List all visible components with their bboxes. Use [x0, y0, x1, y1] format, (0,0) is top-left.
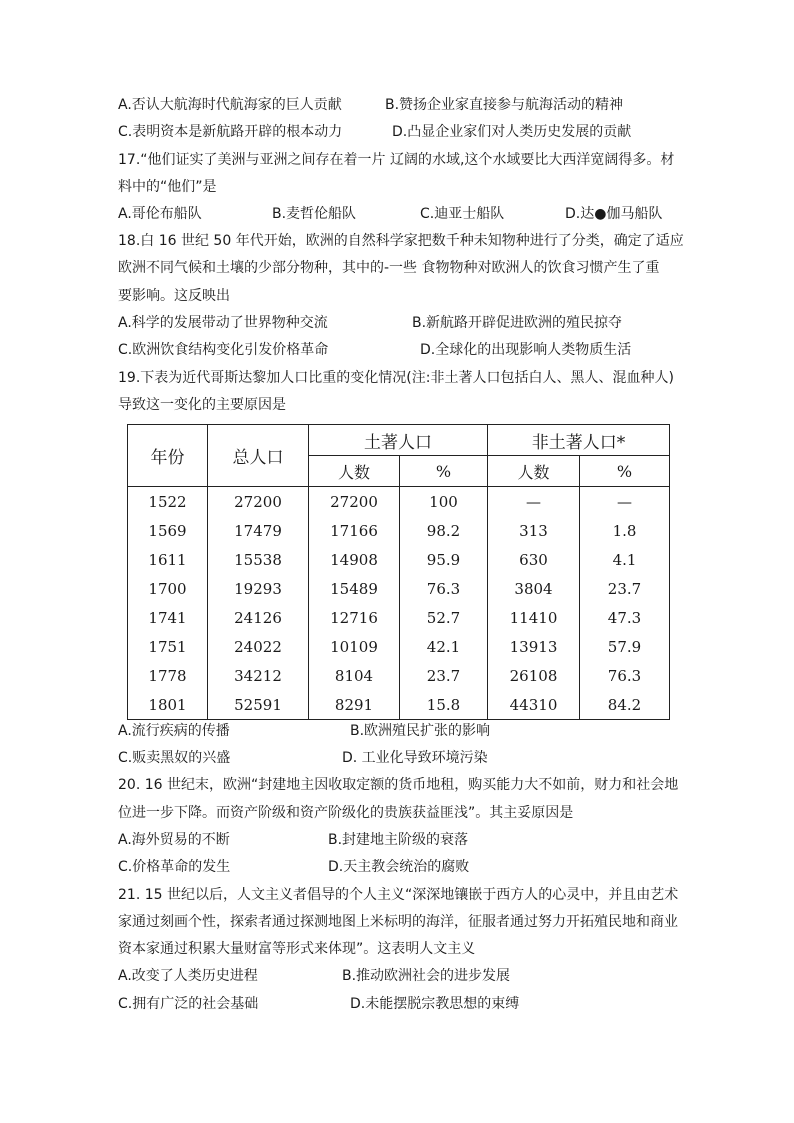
cell-year: 1611 — [128, 545, 208, 574]
cell-native-pct: 100 — [400, 487, 488, 517]
cell-native-count: 17166 — [309, 516, 400, 545]
cell-year: 1751 — [128, 632, 208, 661]
q19-option-a: A.流行疾病的传播 — [118, 723, 230, 739]
cell-nonnative-count: 3804 — [488, 574, 580, 603]
cell-total: 17479 — [208, 516, 309, 545]
header-year: 年份 — [128, 425, 208, 487]
header-total: 总人口 — [208, 425, 309, 487]
cell-total: 34212 — [208, 661, 309, 690]
cell-nonnative-count: 13913 — [488, 632, 580, 661]
q20-option-c: C.价格革命的发生 — [118, 859, 231, 875]
population-table — [127, 424, 670, 720]
cell-native-pct: 98.2 — [400, 516, 488, 545]
q18-option-b: B.新航路开辟促进欧洲的殖民掠夺 — [412, 315, 623, 331]
cell-native-count: 15489 — [309, 574, 400, 603]
q17-stem-line2: 料中的“他们”是 — [118, 179, 217, 195]
table-row — [128, 487, 670, 517]
table-row — [128, 516, 670, 545]
table-row — [128, 574, 670, 603]
cell-total: 24022 — [208, 632, 309, 661]
cell-native-count: 10109 — [309, 632, 400, 661]
header-native-pct: % — [400, 456, 488, 487]
q16-option-b: B.赞扬企业家直接参与航海活动的精神 — [385, 97, 624, 113]
q16-option-d: D.凸显企业家们对人类历史发展的贡献 — [392, 124, 632, 140]
q21-option-c: C.拥有广泛的社会基础 — [118, 996, 259, 1012]
cell-nonnative-count: 26108 — [488, 661, 580, 690]
q20-option-d: D.天主教会统治的腐败 — [328, 859, 470, 875]
q19-stem-line2: 导致这一变化的主要原因是 — [118, 397, 286, 413]
cell-native-pct: 76.3 — [400, 574, 488, 603]
q17-option-b: B.麦哲伦船队 — [272, 206, 357, 222]
q20-stem-line2: 位进一步下降。而资产阶级和资产阶级化的贵族获益匪浅”。其主妥原因是 — [118, 805, 574, 821]
cell-total: 27200 — [208, 487, 309, 517]
cell-year: 1801 — [128, 690, 208, 720]
cell-total: 19293 — [208, 574, 309, 603]
cell-native-pct: 42.1 — [400, 632, 488, 661]
q21-option-a: A.改变了人类历史进程 — [118, 968, 258, 984]
q21-stem-line1: 21. 15 世纪以后，人文主义者倡导的个人主义“深深地镶嵌于西方人的心灵中，并且由艺术 — [118, 887, 679, 903]
q20-option-a: A.海外贸易的不断 — [118, 832, 230, 848]
q19-option-b: B.欧洲殖民扩张的影响 — [350, 723, 491, 739]
cell-nonnative-pct: — — [580, 487, 670, 517]
q18-stem-line1: 18.白 16 世纪 50 年代开始，欧洲的自然科学家把数千种未知物种进行了分类，确定了适应 — [118, 233, 684, 249]
q21-option-b: B.推动欧洲社会的进步发展 — [342, 968, 511, 984]
cell-nonnative-pct: 47.3 — [580, 603, 670, 632]
q17-option-c: C.迪亚士船队 — [420, 206, 505, 222]
cell-year: 1569 — [128, 516, 208, 545]
cell-nonnative-pct: 1.8 — [580, 516, 670, 545]
header-native-group: 土著人口 — [309, 425, 488, 456]
table-row — [128, 632, 670, 661]
q18-stem-line2: 欧洲不同气候和土壤的少部分物种，其中的-一些 食物物种对欧洲人的饮食习惯产生了重 — [118, 260, 660, 276]
cell-total: 52591 — [208, 690, 309, 720]
q21-stem-line2: 家通过刻画个性，探索者通过探测地图上米标明的海洋，征服者通过努力开拓殖民地和商业 — [118, 914, 678, 930]
q20-stem-line1: 20. 16 世纪末，欧洲“封建地主因收取定额的货币地租，购买能力大不如前，财力和社会地 — [118, 777, 679, 793]
cell-native-count: 12716 — [309, 603, 400, 632]
header-nonnative-pct: % — [580, 456, 670, 487]
cell-nonnative-count: 630 — [488, 545, 580, 574]
cell-total: 24126 — [208, 603, 309, 632]
cell-native-pct: 95.9 — [400, 545, 488, 574]
cell-native-pct: 15.8 — [400, 690, 488, 720]
q21-option-d: D.未能摆脱宗教思想的束缚 — [350, 996, 520, 1012]
q17-option-a: A.哥伦布船队 — [118, 206, 202, 222]
cell-nonnative-pct: 4.1 — [580, 545, 670, 574]
cell-total: 15538 — [208, 545, 309, 574]
cell-year: 1778 — [128, 661, 208, 690]
cell-year: 1522 — [128, 487, 208, 517]
table-row — [128, 661, 670, 690]
q17-option-d: D.达●伽马船队 — [565, 206, 663, 222]
cell-year: 1741 — [128, 603, 208, 632]
table-row — [128, 545, 670, 574]
cell-nonnative-count: 44310 — [488, 690, 580, 720]
header-nonnative-count: 人数 — [488, 456, 580, 487]
q21-stem-line3: 资本家通过积累大量财富等形式来体现”。这表明人文主义 — [118, 941, 476, 957]
q18-option-a: A.科学的发展带动了世界物种交流 — [118, 315, 328, 331]
cell-native-count: 8104 — [309, 661, 400, 690]
table-row — [128, 603, 670, 632]
q20-option-b: B.封建地主阶级的衰落 — [328, 832, 469, 848]
cell-native-pct: 23.7 — [400, 661, 488, 690]
cell-nonnative-pct: 84.2 — [580, 690, 670, 720]
cell-native-count: 8291 — [309, 690, 400, 720]
q19-stem-line1: 19.下表为近代哥斯达黎加人口比重的变化情况(注:非土著人口包括白人、黑人、混血种人) — [118, 370, 674, 386]
cell-nonnative-count: — — [488, 487, 580, 517]
cell-nonnative-pct: 76.3 — [580, 661, 670, 690]
q18-option-c: C.欧洲饮食结构变化引发价格革命 — [118, 342, 329, 358]
cell-nonnative-count: 11410 — [488, 603, 580, 632]
cell-native-count: 14908 — [309, 545, 400, 574]
header-nonnative-group: 非土著人口* — [488, 425, 670, 456]
cell-nonnative-pct: 57.9 — [580, 632, 670, 661]
q19-option-d: D. 工业化导致环境污染 — [342, 750, 488, 766]
q17-stem-line1: 17.“他们证实了美洲与亚洲之间存在着一片 辽阔的水域,这个水域要比大西洋宽阔得多。材 — [118, 152, 675, 168]
q16-option-a: A.否认大航海时代航海家的巨人贡献 — [118, 97, 342, 113]
header-native-count: 人数 — [309, 456, 400, 487]
cell-year: 1700 — [128, 574, 208, 603]
q18-stem-line3: 要影响。这反映出 — [118, 288, 230, 304]
q18-option-d: D.全球化的出现影响人类物质生活 — [420, 342, 632, 358]
table-row — [128, 690, 670, 720]
cell-nonnative-pct: 23.7 — [580, 574, 670, 603]
q16-option-c: C.表明资本是新航路开辟的根本动力 — [118, 124, 343, 140]
cell-nonnative-count: 313 — [488, 516, 580, 545]
cell-native-pct: 52.7 — [400, 603, 488, 632]
q19-option-c: C.贩卖黑奴的兴盛 — [118, 750, 231, 766]
cell-native-count: 27200 — [309, 487, 400, 517]
